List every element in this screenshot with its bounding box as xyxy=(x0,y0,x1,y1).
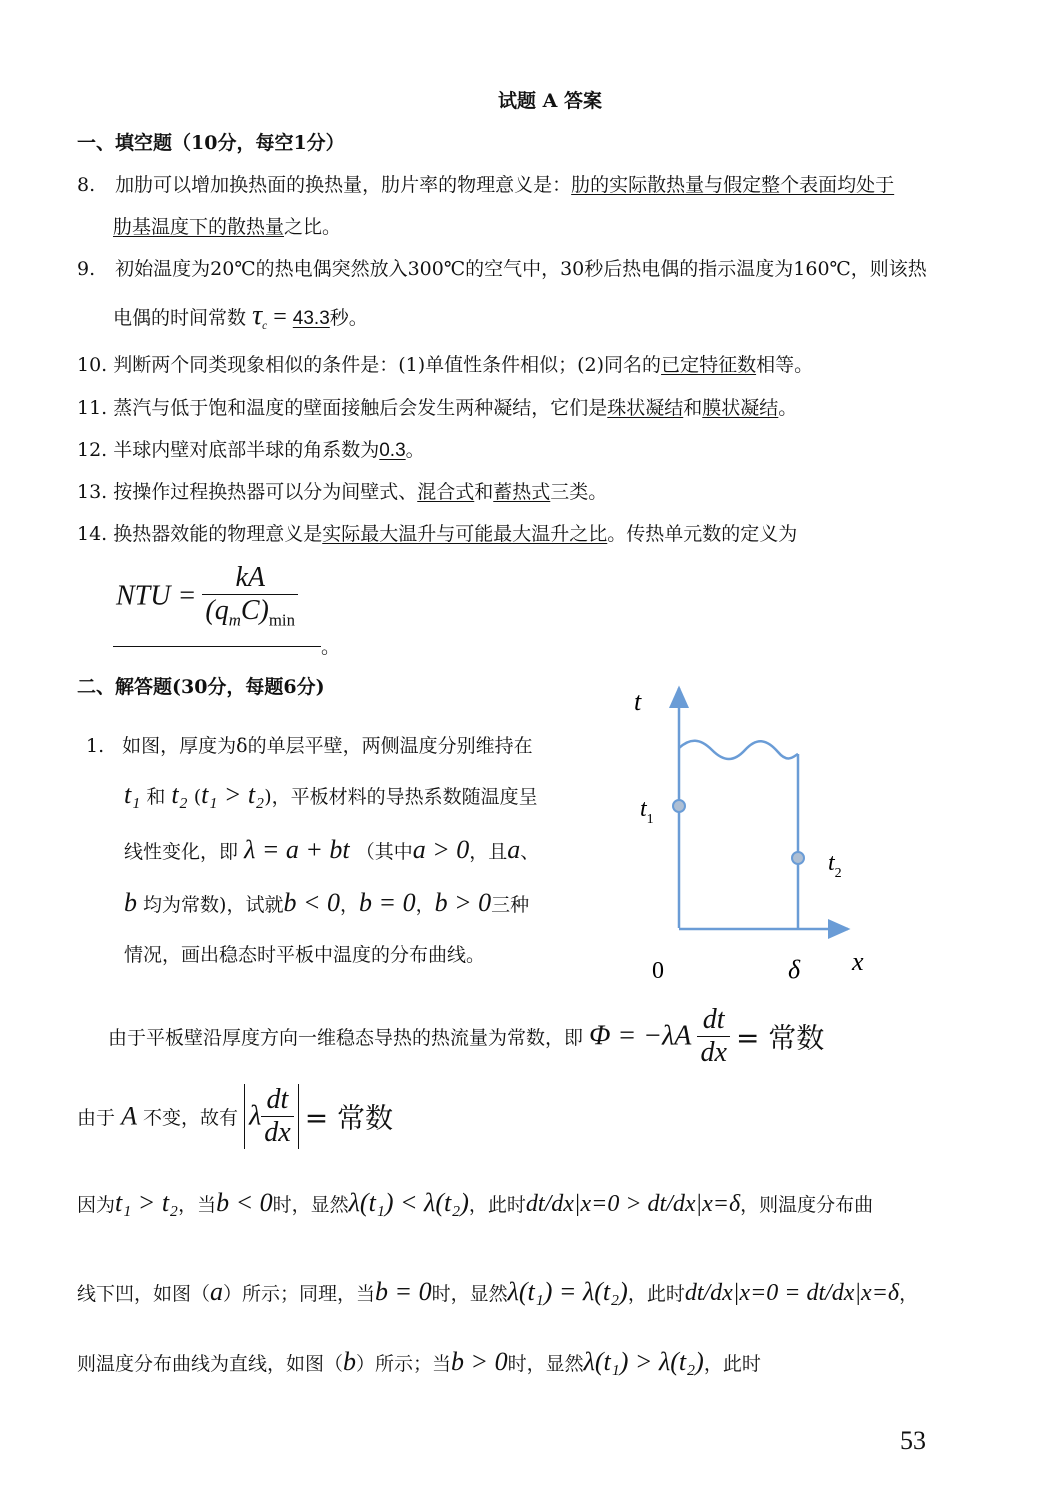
q11-line: 11. 蒸汽与低于饱和温度的壁面接触后会发生两种凝结，它们是珠状凝结和膜状凝结。 xyxy=(77,397,798,419)
q8-line1: 8. 加肋可以增加换热面的换热量，肋片率的物理意义是：肋的实际散热量与假定整个表面均处于 xyxy=(77,174,895,196)
s2q1-line4: b 均为常数)，试就b < 0，b = 0，b > 0三种 xyxy=(124,888,530,917)
s2q1-line1: 1. 如图，厚度为δ的单层平壁，两侧温度分别维持在 xyxy=(86,735,533,757)
q8-line2: 肋基温度下的散热量之比。 xyxy=(113,216,342,238)
svg-text:t1: $t_1$ xyxy=(640,796,654,827)
para2: 由于 A 不变，故有 λ $\frac{dt}{dx}$ = 常数 xyxy=(77,1084,394,1148)
t-axis-label: t xyxy=(634,687,642,716)
ntu-underline xyxy=(113,646,321,647)
section2-heading: 二、解答题(30分，每题6分) xyxy=(77,676,325,698)
para1: 由于平板壁沿厚度方向一维稳态导热的热流量为常数，即 Φ = −λA $\frac{dt}{dx}$ = 常数 xyxy=(108,1004,825,1068)
q12-line: 12. 半球内壁对底部半球的角系数为0.3。 xyxy=(77,439,425,461)
page-title: 试题 A 答案 xyxy=(498,90,602,112)
temperature-figure xyxy=(600,670,880,990)
page-number: 53 xyxy=(900,1426,926,1455)
t2-point xyxy=(792,852,804,864)
para5: 则温度分布曲线为直线，如图（b）所示；当b > 0时，显然λ(t₁) > λ(t₂)，此时 xyxy=(77,1347,761,1376)
s2q1-line2: t₁ 和 t₂ (t₁ > t₂)，平板材料的导热系数随温度呈 xyxy=(124,780,538,809)
section1-heading: 一、填空题（10分，每空1分） xyxy=(77,132,345,154)
t1-point xyxy=(673,800,685,812)
q10-line: 10. 判断两个同类现象相似的条件是：(1)单值性条件相似；(2)同名的已定特征数相等。 xyxy=(77,354,814,376)
delta-label: δ xyxy=(788,955,801,984)
wavy-top xyxy=(679,741,798,759)
svg-text:t2: $t_2$ xyxy=(828,850,842,881)
s2q1-line3: 线性变化，即 λ = a + bt （其中a > 0，且a、 xyxy=(124,835,540,864)
q9-line1: 9. 初始温度为20℃的热电偶突然放入300℃的空气中，30秒后热电偶的指示温度为160℃，则该热 xyxy=(77,258,927,280)
q13-line: 13. 按操作过程换热器可以分为间壁式、混合式和蓄热式三类。 xyxy=(77,481,608,503)
para4: 线下凹，如图（a）所示；同理，当b = 0时，显然λ(t₁) = λ(t₂)，此时dt/dx|x=0 = dt/dx|x=δ， xyxy=(77,1277,919,1306)
t1-label: t xyxy=(640,796,647,822)
t2-label: t xyxy=(828,850,835,876)
origin-label: 0 xyxy=(652,958,664,984)
para3: 因为t₁ > t₂，当b < 0时，显然λ(t₁) < λ(t₂)，此时dt/dx|x=0 > dt/dx|x=δ，则温度分布曲 xyxy=(77,1188,874,1217)
ntu-end: 。 xyxy=(321,636,341,658)
q14-line: 14. 换热器效能的物理意义是实际最大温升与可能最大温升之比。传热单元数的定义为 xyxy=(77,523,798,545)
x-axis-label: x xyxy=(852,947,864,976)
s2q1-line5: 情况，画出稳态时平板中温度的分布曲线。 xyxy=(124,944,486,966)
ntu-formula: NTU = $\frac{kA}{(q_mC)_{min}}$ xyxy=(116,562,298,631)
q9-line2: 电偶的时间常数 $\tau_c = 43.3$秒。 xyxy=(113,300,368,332)
